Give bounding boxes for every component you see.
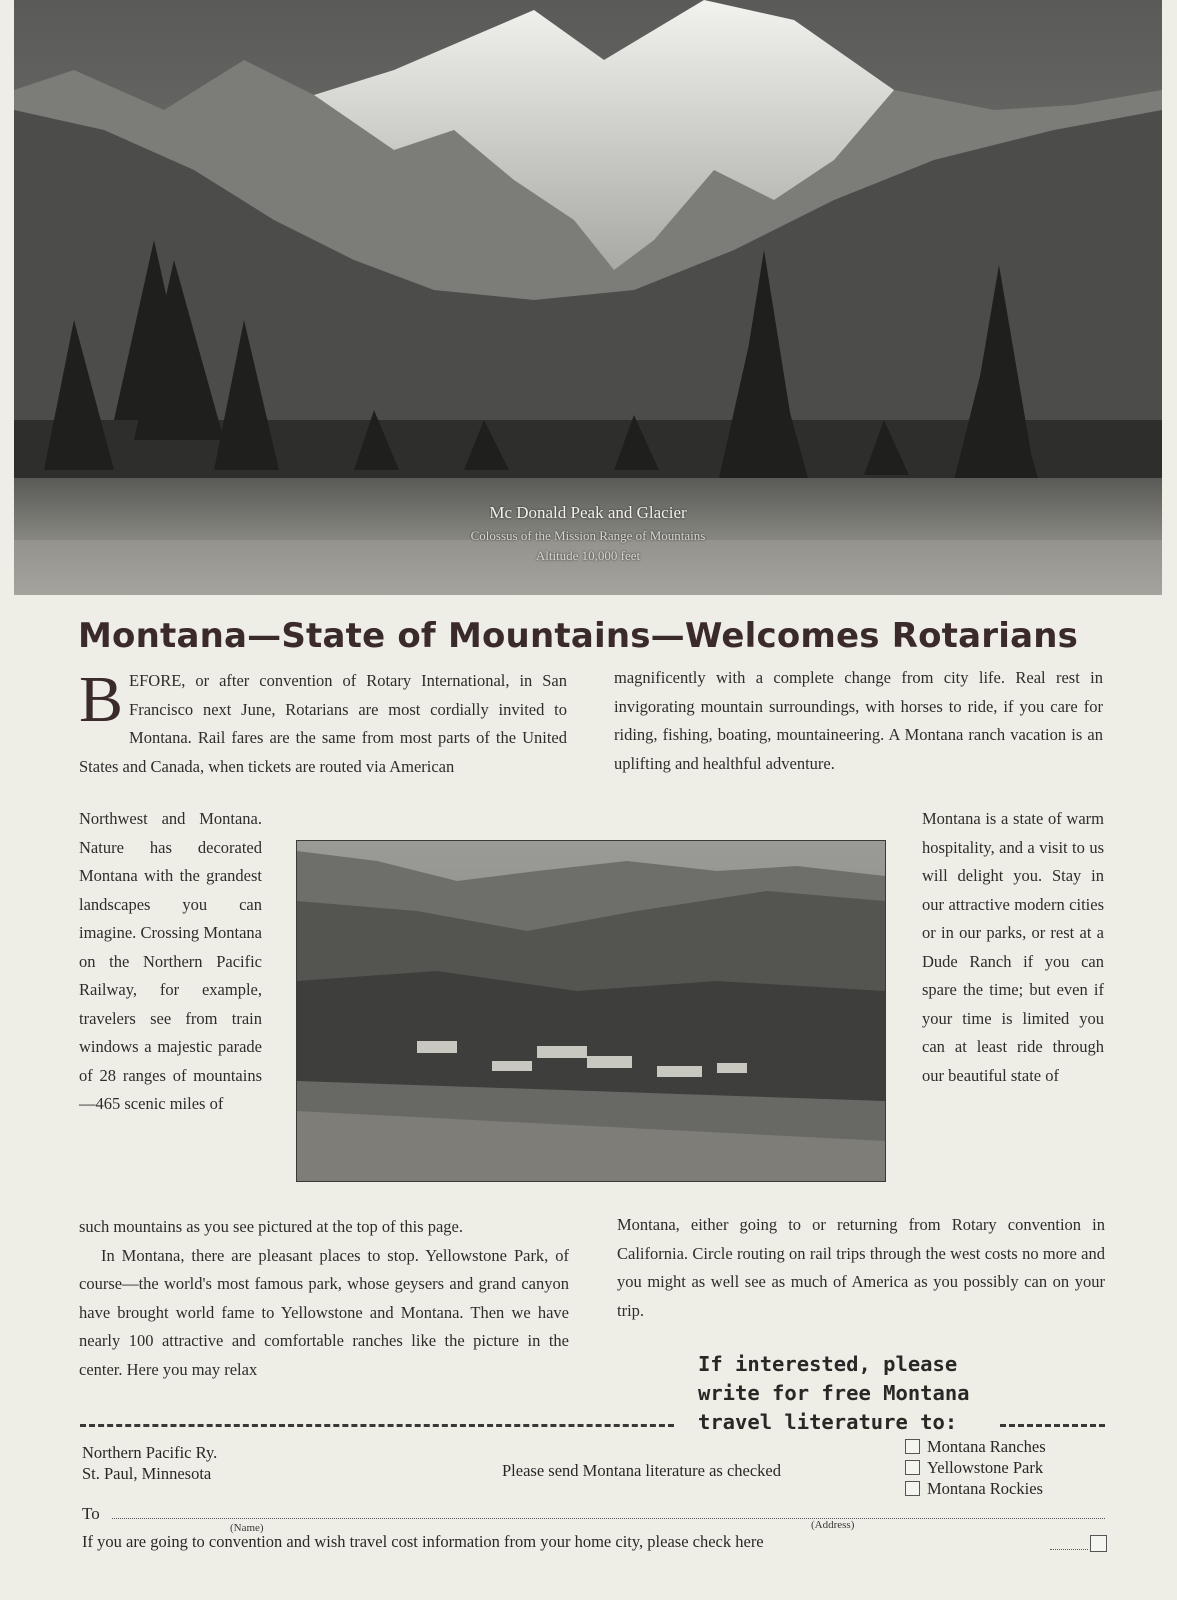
travel-cost-leader: [1050, 1549, 1088, 1550]
photo-caption-subtitle: Colossus of the Mission Range of Mountains: [470, 528, 706, 543]
coupon-cut-line-left: [80, 1424, 674, 1427]
drop-cap: B: [79, 667, 124, 736]
address-line1: Northern Pacific Ry.: [82, 1443, 218, 1462]
article-left-bottom-line: such mountains as you see pictured at the top of this page.: [79, 1217, 463, 1236]
page-headline: Montana—State of Mountains—Welcomes Rotarians: [78, 616, 1079, 656]
literature-offer-line1: If interested, please: [698, 1352, 958, 1376]
literature-offer-line2: write for free Montana: [698, 1381, 970, 1405]
photo-caption-title: Mc Donald Peak and Glacier: [489, 503, 687, 522]
article-right-bottom: Montana, either going to or returning from Rotary convention in California. Circle routing on rail trips through the west costs no more and you might as well see as much of America as you possibly can on your trip.: [617, 1215, 1105, 1320]
coupon-cut-line-right: [1000, 1424, 1105, 1427]
ranch-photo: [296, 840, 886, 1182]
article-right-narrow: Montana is a state of warm hospitality, and a visit to us will delight you. Stay in our attractive modern cities or in our parks, or rest at a Dude Ranch if you can spare the time; but even if your time is limited you can at least ride through our beautiful state of: [922, 809, 1104, 1085]
to-label: To: [82, 1504, 100, 1523]
name-field-label: (Name): [230, 1522, 264, 1534]
option-label: Montana Rockies: [927, 1479, 1043, 1498]
article-left-narrow: Northwest and Montana. Nature has decorated Montana with the grandest landscapes you can imagine. Crossing Montana on the Northern Pacific Railway, for example, travelers see from train windows a majestic parade of 28 ranges of mountains —465 scenic miles of: [79, 809, 262, 1113]
travel-cost-checkbox[interactable]: [1090, 1535, 1107, 1552]
option-checkbox[interactable]: [905, 1439, 920, 1454]
mountain-photo: [14, 0, 1162, 595]
option-yellowstone-park[interactable]: [905, 1457, 1046, 1478]
article-right-top: magnificently with a complete change from city life. Real rest in invigorating mountain surroundings, with horses to ride, if you care for riding, fishing, boating, mountaineering. A Montana ranch vacation is an uplifting and healthful adventure.: [614, 668, 1103, 773]
option-label: Yellowstone Park: [927, 1458, 1044, 1477]
article-left-bottom: [79, 1213, 569, 1384]
address-field-label: (Address): [811, 1519, 855, 1531]
article-left-top: [79, 667, 567, 785]
ranch-photo-image: [297, 841, 885, 1181]
option-checkbox[interactable]: [905, 1481, 920, 1496]
article-left-top-text: EFORE, or after convention of Rotary International, in San Francisco next June, Rotarians are most cordially invited to Montana. Rail fares are the same from most parts of the United States and Canada, when tickets are routed via American: [79, 671, 567, 776]
option-label: Montana Ranches: [927, 1437, 1046, 1456]
literature-options: [905, 1436, 1046, 1499]
option-checkbox[interactable]: [905, 1460, 920, 1475]
article-left-bottom-paragraph: In Montana, there are pleasant places to stop. Yellowstone Park, of course—the world's most famous park, whose geysers and grand canyon have brought world fame to Yellowstone and Montana. Then we have nearly 100 attractive and comfortable ranches like the picture in the center. Here you may relax: [79, 1245, 569, 1379]
option-montana-rockies[interactable]: [905, 1478, 1046, 1499]
name-address-field[interactable]: [112, 1518, 1105, 1519]
address-line2: St. Paul, Minnesota: [82, 1464, 212, 1483]
literature-offer-line3: travel literature to:: [698, 1410, 958, 1434]
send-literature-text: Please send Montana literature as checked: [502, 1461, 782, 1480]
travel-cost-text: If you are going to convention and wish travel cost information from your home city, please check here: [82, 1532, 764, 1551]
photo-caption-altitude: Altitude 10,000 feet: [535, 548, 641, 563]
mailing-address: [82, 1442, 217, 1484]
option-montana-ranches[interactable]: [905, 1436, 1046, 1457]
